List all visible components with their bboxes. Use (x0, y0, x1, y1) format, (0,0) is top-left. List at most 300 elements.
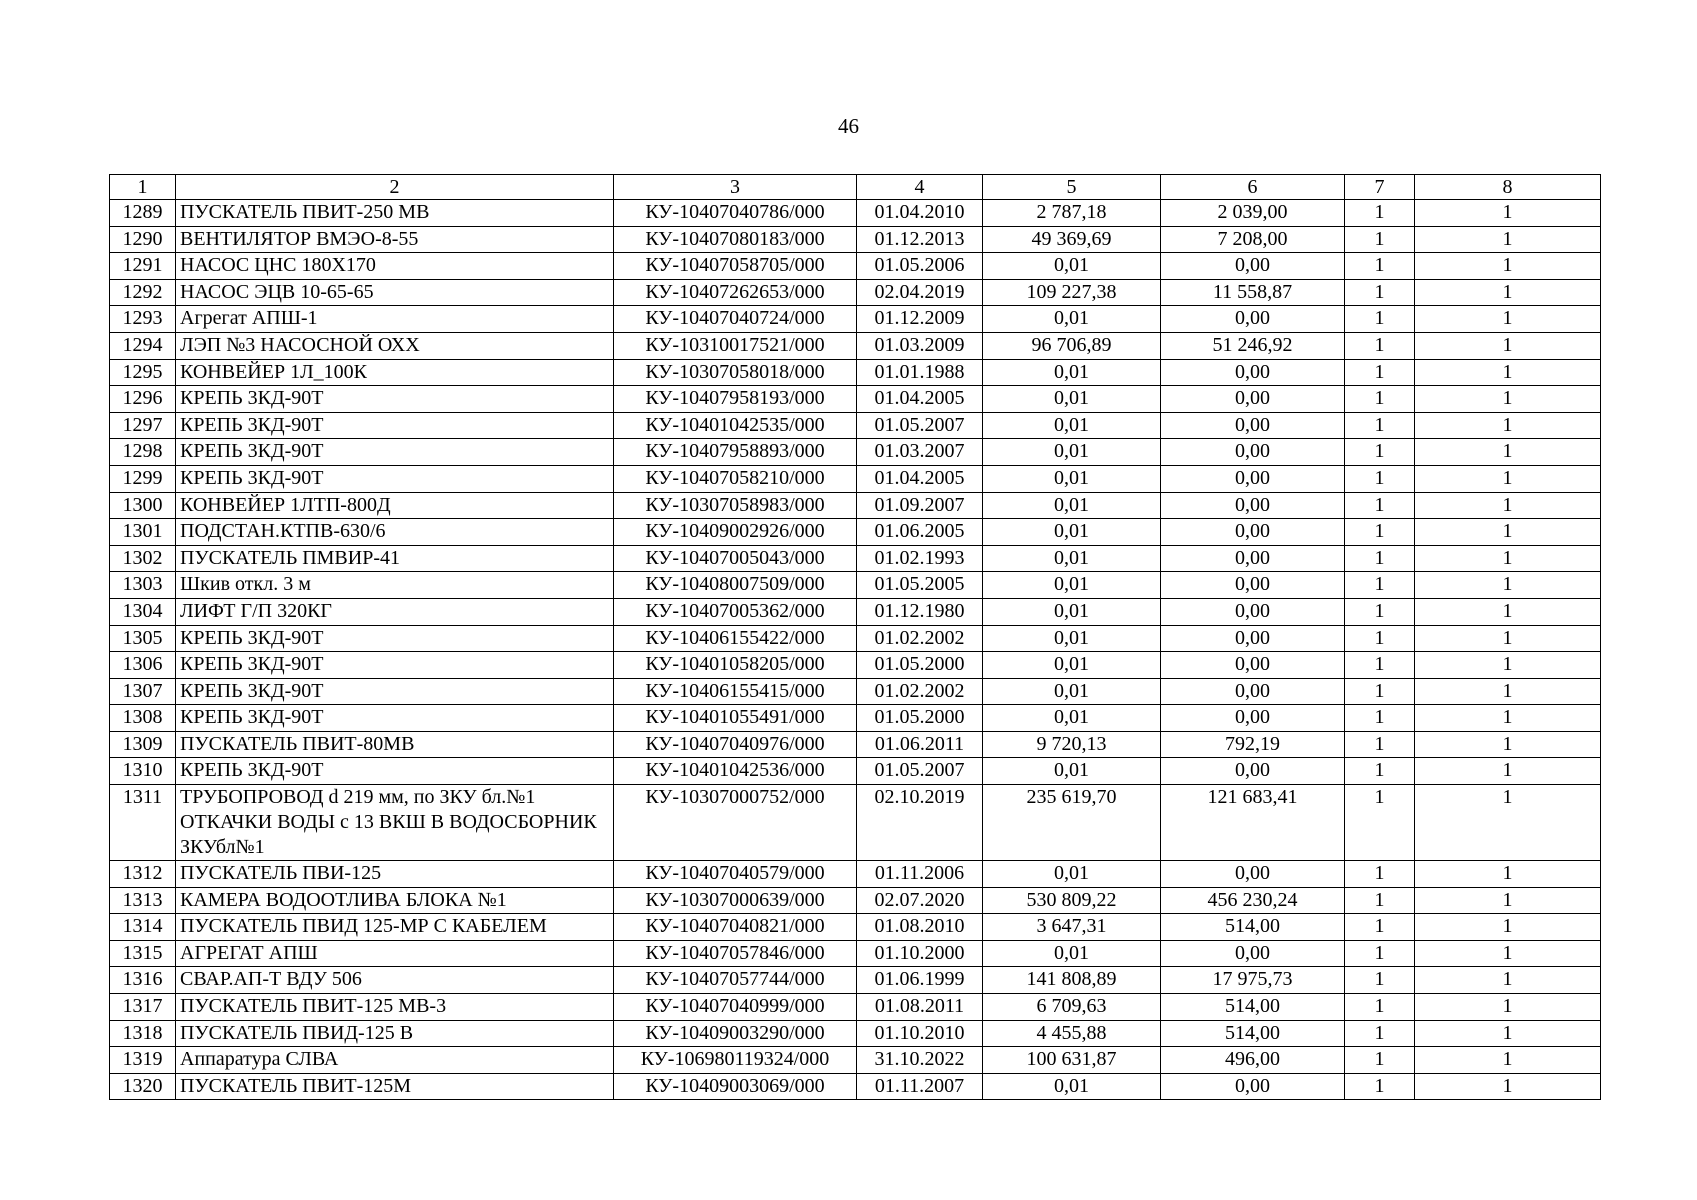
table-row (110, 994, 1601, 1021)
table-row (110, 940, 1601, 967)
cell-date: 02.10.2019 (857, 785, 983, 861)
cell-row-number: 1306 (110, 652, 176, 679)
table-row (110, 279, 1601, 306)
cell-item-name: ЛИФТ Г/П 320КГ (176, 598, 614, 625)
table-row (110, 758, 1601, 785)
column-header-1: 1 (110, 175, 176, 200)
cell-quantity-a: 1 (1345, 678, 1415, 705)
cell-residual-value: 11 558,87 (1161, 279, 1345, 306)
cell-date: 01.11.2006 (857, 861, 983, 888)
cell-initial-value: 0,01 (983, 572, 1161, 599)
cell-inventory-code: КУ-10409002926/000 (614, 519, 857, 546)
cell-inventory-code: КУ-10310017521/000 (614, 332, 857, 359)
cell-date: 01.08.2010 (857, 914, 983, 941)
cell-inventory-code: КУ-10407040579/000 (614, 861, 857, 888)
cell-row-number: 1301 (110, 519, 176, 546)
cell-inventory-code: КУ-10407262653/000 (614, 279, 857, 306)
cell-initial-value: 0,01 (983, 705, 1161, 732)
cell-inventory-code: КУ-10406155422/000 (614, 625, 857, 652)
cell-quantity-a: 1 (1345, 226, 1415, 253)
cell-date: 02.07.2020 (857, 887, 983, 914)
cell-residual-value: 0,00 (1161, 306, 1345, 333)
cell-residual-value: 0,00 (1161, 598, 1345, 625)
cell-quantity-a: 1 (1345, 439, 1415, 466)
cell-residual-value: 2 039,00 (1161, 200, 1345, 227)
cell-quantity-b: 1 (1415, 705, 1601, 732)
table-row (110, 253, 1601, 280)
cell-quantity-b: 1 (1415, 492, 1601, 519)
cell-quantity-a: 1 (1345, 967, 1415, 994)
table-row (110, 572, 1601, 599)
table-row (110, 625, 1601, 652)
cell-quantity-b: 1 (1415, 279, 1601, 306)
cell-initial-value: 2 787,18 (983, 200, 1161, 227)
table-row (110, 785, 1601, 861)
table-body (110, 200, 1601, 1100)
cell-residual-value: 17 975,73 (1161, 967, 1345, 994)
cell-row-number: 1299 (110, 465, 176, 492)
cell-residual-value: 0,00 (1161, 412, 1345, 439)
cell-item-name: ПУСКАТЕЛЬ ПВИД-125 В (176, 1020, 614, 1047)
cell-initial-value: 235 619,70 (983, 785, 1161, 861)
cell-row-number: 1303 (110, 572, 176, 599)
cell-date: 01.04.2005 (857, 386, 983, 413)
cell-residual-value: 0,00 (1161, 359, 1345, 386)
cell-date: 01.10.2010 (857, 1020, 983, 1047)
cell-initial-value: 49 369,69 (983, 226, 1161, 253)
cell-initial-value: 0,01 (983, 678, 1161, 705)
cell-residual-value: 514,00 (1161, 994, 1345, 1021)
page-number: 46 (838, 114, 859, 138)
cell-date: 01.03.2009 (857, 332, 983, 359)
cell-residual-value: 514,00 (1161, 1020, 1345, 1047)
cell-date: 01.08.2011 (857, 994, 983, 1021)
cell-row-number: 1310 (110, 758, 176, 785)
table-row (110, 967, 1601, 994)
cell-inventory-code: КУ-10401042535/000 (614, 412, 857, 439)
cell-initial-value: 0,01 (983, 598, 1161, 625)
cell-item-name: КРЕПЬ 3КД-90Т (176, 465, 614, 492)
cell-quantity-a: 1 (1345, 785, 1415, 861)
cell-quantity-a: 1 (1345, 200, 1415, 227)
cell-row-number: 1297 (110, 412, 176, 439)
cell-row-number: 1289 (110, 200, 176, 227)
cell-quantity-b: 1 (1415, 572, 1601, 599)
cell-quantity-b: 1 (1415, 545, 1601, 572)
cell-row-number: 1305 (110, 625, 176, 652)
cell-residual-value: 0,00 (1161, 940, 1345, 967)
cell-residual-value: 7 208,00 (1161, 226, 1345, 253)
cell-inventory-code: КУ-10307000639/000 (614, 887, 857, 914)
cell-inventory-code: КУ-10406155415/000 (614, 678, 857, 705)
cell-quantity-a: 1 (1345, 279, 1415, 306)
cell-item-name: КОНВЕЙЕР 1ЛТП-800Д (176, 492, 614, 519)
cell-inventory-code: КУ-10409003290/000 (614, 1020, 857, 1047)
cell-item-name: ПОДСТАН.КТПВ-630/6 (176, 519, 614, 546)
cell-item-name: КРЕПЬ 3КД-90Т (176, 678, 614, 705)
cell-item-name: НАСОС ЦНС 180Х170 (176, 253, 614, 280)
cell-quantity-b: 1 (1415, 731, 1601, 758)
cell-quantity-b: 1 (1415, 785, 1601, 861)
table-row (110, 226, 1601, 253)
table-row (110, 519, 1601, 546)
cell-row-number: 1304 (110, 598, 176, 625)
cell-inventory-code: КУ-10409003069/000 (614, 1073, 857, 1100)
cell-item-name: ПУСКАТЕЛЬ ПВИТ-250 МВ (176, 200, 614, 227)
cell-row-number: 1313 (110, 887, 176, 914)
cell-item-name: ПУСКАТЕЛЬ ПВИ-125 (176, 861, 614, 888)
cell-inventory-code: КУ-10401058205/000 (614, 652, 857, 679)
cell-quantity-b: 1 (1415, 253, 1601, 280)
cell-initial-value: 100 631,87 (983, 1047, 1161, 1074)
cell-row-number: 1314 (110, 914, 176, 941)
cell-quantity-b: 1 (1415, 914, 1601, 941)
cell-quantity-b: 1 (1415, 226, 1601, 253)
table-row (110, 731, 1601, 758)
cell-initial-value: 96 706,89 (983, 332, 1161, 359)
cell-quantity-b: 1 (1415, 967, 1601, 994)
cell-date: 01.05.2007 (857, 758, 983, 785)
cell-quantity-b: 1 (1415, 887, 1601, 914)
cell-quantity-a: 1 (1345, 465, 1415, 492)
cell-initial-value: 530 809,22 (983, 887, 1161, 914)
cell-residual-value: 456 230,24 (1161, 887, 1345, 914)
cell-residual-value: 0,00 (1161, 625, 1345, 652)
cell-date: 01.06.2005 (857, 519, 983, 546)
header-row (110, 175, 1601, 200)
table-row (110, 359, 1601, 386)
table-row (110, 652, 1601, 679)
cell-inventory-code: КУ-10407040999/000 (614, 994, 857, 1021)
cell-initial-value: 0,01 (983, 625, 1161, 652)
cell-quantity-a: 1 (1345, 332, 1415, 359)
cell-residual-value: 0,00 (1161, 439, 1345, 466)
column-header-6: 6 (1161, 175, 1345, 200)
cell-date: 01.04.2010 (857, 200, 983, 227)
cell-item-name: НАСОС ЭЦВ 10-65-65 (176, 279, 614, 306)
cell-residual-value: 0,00 (1161, 861, 1345, 888)
cell-quantity-b: 1 (1415, 359, 1601, 386)
cell-residual-value: 0,00 (1161, 465, 1345, 492)
cell-initial-value: 0,01 (983, 758, 1161, 785)
cell-item-name: ПУСКАТЕЛЬ ПВИТ-125М (176, 1073, 614, 1100)
cell-residual-value: 792,19 (1161, 731, 1345, 758)
cell-date: 01.12.2009 (857, 306, 983, 333)
cell-initial-value: 0,01 (983, 861, 1161, 888)
cell-inventory-code: КУ-10407058705/000 (614, 253, 857, 280)
cell-initial-value: 0,01 (983, 465, 1161, 492)
cell-item-name: КРЕПЬ 3КД-90Т (176, 652, 614, 679)
table-row (110, 465, 1601, 492)
cell-quantity-b: 1 (1415, 861, 1601, 888)
cell-quantity-b: 1 (1415, 412, 1601, 439)
cell-quantity-a: 1 (1345, 1020, 1415, 1047)
cell-quantity-b: 1 (1415, 758, 1601, 785)
cell-quantity-b: 1 (1415, 332, 1601, 359)
table-row (110, 914, 1601, 941)
cell-initial-value: 0,01 (983, 386, 1161, 413)
cell-quantity-a: 1 (1345, 652, 1415, 679)
cell-inventory-code: КУ-10407057744/000 (614, 967, 857, 994)
cell-initial-value: 3 647,31 (983, 914, 1161, 941)
cell-initial-value: 0,01 (983, 253, 1161, 280)
cell-date: 01.05.2000 (857, 652, 983, 679)
table-row (110, 1020, 1601, 1047)
cell-item-name: ПУСКАТЕЛЬ ПВИД 125-МР С КАБЕЛЕМ (176, 914, 614, 941)
cell-residual-value: 0,00 (1161, 253, 1345, 280)
cell-date: 01.10.2000 (857, 940, 983, 967)
column-header-4: 4 (857, 175, 983, 200)
cell-row-number: 1312 (110, 861, 176, 888)
cell-quantity-a: 1 (1345, 861, 1415, 888)
cell-item-name: ПУСКАТЕЛЬ ПВИТ-80МВ (176, 731, 614, 758)
cell-initial-value: 0,01 (983, 652, 1161, 679)
table-row (110, 598, 1601, 625)
cell-item-name: ПУСКАТЕЛЬ ПВИТ-125 МВ-3 (176, 994, 614, 1021)
table-row (110, 545, 1601, 572)
cell-row-number: 1298 (110, 439, 176, 466)
cell-row-number: 1291 (110, 253, 176, 280)
cell-residual-value: 496,00 (1161, 1047, 1345, 1074)
cell-quantity-b: 1 (1415, 386, 1601, 413)
cell-quantity-a: 1 (1345, 731, 1415, 758)
cell-row-number: 1307 (110, 678, 176, 705)
cell-item-name: ЛЭП №3 НАСОСНОЙ ОХХ (176, 332, 614, 359)
cell-item-name: ПУСКАТЕЛЬ ПМВИР-41 (176, 545, 614, 572)
cell-date: 31.10.2022 (857, 1047, 983, 1074)
cell-date: 01.05.2000 (857, 705, 983, 732)
cell-date: 01.01.1988 (857, 359, 983, 386)
table-row (110, 492, 1601, 519)
cell-item-name: КРЕПЬ 3КД-90Т (176, 439, 614, 466)
cell-inventory-code: КУ-10407058210/000 (614, 465, 857, 492)
cell-date: 02.04.2019 (857, 279, 983, 306)
cell-initial-value: 0,01 (983, 359, 1161, 386)
cell-residual-value: 0,00 (1161, 572, 1345, 599)
cell-residual-value: 514,00 (1161, 914, 1345, 941)
table-row (110, 439, 1601, 466)
cell-quantity-b: 1 (1415, 678, 1601, 705)
cell-quantity-a: 1 (1345, 1073, 1415, 1100)
cell-quantity-b: 1 (1415, 306, 1601, 333)
cell-item-name: Агрегат АПШ-1 (176, 306, 614, 333)
table-row (110, 306, 1601, 333)
cell-quantity-b: 1 (1415, 439, 1601, 466)
cell-residual-value: 0,00 (1161, 758, 1345, 785)
cell-quantity-b: 1 (1415, 1047, 1601, 1074)
cell-quantity-a: 1 (1345, 625, 1415, 652)
table-row (110, 705, 1601, 732)
cell-date: 01.09.2007 (857, 492, 983, 519)
cell-initial-value: 0,01 (983, 940, 1161, 967)
cell-inventory-code: КУ-10307058018/000 (614, 359, 857, 386)
cell-item-name: КОНВЕЙЕР 1Л_100К (176, 359, 614, 386)
table-row (110, 678, 1601, 705)
cell-residual-value: 0,00 (1161, 705, 1345, 732)
cell-residual-value: 0,00 (1161, 492, 1345, 519)
cell-row-number: 1318 (110, 1020, 176, 1047)
cell-quantity-a: 1 (1345, 492, 1415, 519)
cell-quantity-a: 1 (1345, 306, 1415, 333)
cell-initial-value: 0,01 (983, 306, 1161, 333)
cell-date: 01.05.2006 (857, 253, 983, 280)
column-header-2: 2 (176, 175, 614, 200)
cell-date: 01.02.2002 (857, 678, 983, 705)
cell-date: 01.02.1993 (857, 545, 983, 572)
cell-item-name: КРЕПЬ 3КД-90Т (176, 758, 614, 785)
cell-item-name: КРЕПЬ 3КД-90Т (176, 412, 614, 439)
cell-quantity-a: 1 (1345, 914, 1415, 941)
table-row (110, 1073, 1601, 1100)
cell-initial-value: 4 455,88 (983, 1020, 1161, 1047)
cell-inventory-code: КУ-10307058983/000 (614, 492, 857, 519)
cell-inventory-code: КУ-10407958893/000 (614, 439, 857, 466)
cell-quantity-a: 1 (1345, 758, 1415, 785)
cell-row-number: 1292 (110, 279, 176, 306)
cell-quantity-b: 1 (1415, 652, 1601, 679)
cell-residual-value: 121 683,41 (1161, 785, 1345, 861)
cell-item-name: ТРУБОПРОВОД d 219 мм, по ЗКУ бл.№1 ОТКАЧКИ ВОДЫ с 13 ВКШ В ВОДОСБОРНИК ЗКУбл№1 (176, 785, 614, 861)
cell-row-number: 1320 (110, 1073, 176, 1100)
inventory-table (109, 174, 1601, 1100)
cell-quantity-a: 1 (1345, 253, 1415, 280)
cell-row-number: 1293 (110, 306, 176, 333)
table-row (110, 200, 1601, 227)
cell-item-name: Шкив откл. 3 м (176, 572, 614, 599)
cell-inventory-code: КУ-10307000752/000 (614, 785, 857, 861)
cell-item-name: СВАР.АП-Т ВДУ 506 (176, 967, 614, 994)
cell-row-number: 1309 (110, 731, 176, 758)
cell-initial-value: 0,01 (983, 545, 1161, 572)
cell-residual-value: 0,00 (1161, 519, 1345, 546)
cell-date: 01.05.2005 (857, 572, 983, 599)
cell-item-name: КАМЕРА ВОДООТЛИВА БЛОКА №1 (176, 887, 614, 914)
cell-row-number: 1294 (110, 332, 176, 359)
table-row (110, 386, 1601, 413)
cell-date: 01.12.2013 (857, 226, 983, 253)
table-row (110, 861, 1601, 888)
cell-item-name: КРЕПЬ 3КД-90Т (176, 386, 614, 413)
cell-row-number: 1308 (110, 705, 176, 732)
table-row (110, 887, 1601, 914)
cell-quantity-b: 1 (1415, 1020, 1601, 1047)
cell-quantity-b: 1 (1415, 200, 1601, 227)
cell-quantity-a: 1 (1345, 359, 1415, 386)
column-header-5: 5 (983, 175, 1161, 200)
cell-date: 01.06.1999 (857, 967, 983, 994)
cell-quantity-a: 1 (1345, 545, 1415, 572)
cell-quantity-b: 1 (1415, 519, 1601, 546)
cell-inventory-code: КУ-10407057846/000 (614, 940, 857, 967)
cell-date: 01.12.1980 (857, 598, 983, 625)
cell-quantity-b: 1 (1415, 465, 1601, 492)
cell-initial-value: 0,01 (983, 439, 1161, 466)
cell-residual-value: 51 246,92 (1161, 332, 1345, 359)
cell-row-number: 1290 (110, 226, 176, 253)
cell-initial-value: 109 227,38 (983, 279, 1161, 306)
cell-initial-value: 0,01 (983, 412, 1161, 439)
cell-row-number: 1315 (110, 940, 176, 967)
cell-initial-value: 141 808,89 (983, 967, 1161, 994)
cell-inventory-code: КУ-10407040821/000 (614, 914, 857, 941)
table-row (110, 1047, 1601, 1074)
cell-row-number: 1300 (110, 492, 176, 519)
table-row (110, 332, 1601, 359)
cell-item-name: КРЕПЬ 3КД-90Т (176, 705, 614, 732)
cell-inventory-code: КУ-10407005362/000 (614, 598, 857, 625)
column-header-3: 3 (614, 175, 857, 200)
cell-row-number: 1296 (110, 386, 176, 413)
cell-quantity-a: 1 (1345, 940, 1415, 967)
cell-inventory-code: КУ-10401055491/000 (614, 705, 857, 732)
cell-row-number: 1302 (110, 545, 176, 572)
cell-initial-value: 0,01 (983, 492, 1161, 519)
cell-row-number: 1319 (110, 1047, 176, 1074)
cell-row-number: 1317 (110, 994, 176, 1021)
cell-date: 01.04.2005 (857, 465, 983, 492)
cell-item-name: ВЕНТИЛЯТОР ВМЭО-8-55 (176, 226, 614, 253)
cell-residual-value: 0,00 (1161, 386, 1345, 413)
cell-row-number: 1311 (110, 785, 176, 861)
cell-item-name: АГРЕГАТ АПШ (176, 940, 614, 967)
cell-item-name: КРЕПЬ 3КД-90Т (176, 625, 614, 652)
column-header-8: 8 (1415, 175, 1601, 200)
cell-quantity-b: 1 (1415, 1073, 1601, 1100)
cell-date: 01.06.2011 (857, 731, 983, 758)
cell-initial-value: 0,01 (983, 1073, 1161, 1100)
cell-quantity-a: 1 (1345, 598, 1415, 625)
cell-inventory-code: КУ-10407005043/000 (614, 545, 857, 572)
cell-quantity-a: 1 (1345, 412, 1415, 439)
table-row (110, 412, 1601, 439)
cell-inventory-code: КУ-106980119324/000 (614, 1047, 857, 1074)
cell-date: 01.05.2007 (857, 412, 983, 439)
cell-inventory-code: КУ-10407040786/000 (614, 200, 857, 227)
cell-quantity-b: 1 (1415, 940, 1601, 967)
cell-residual-value: 0,00 (1161, 678, 1345, 705)
cell-inventory-code: КУ-10401042536/000 (614, 758, 857, 785)
cell-date: 01.11.2007 (857, 1073, 983, 1100)
cell-quantity-a: 1 (1345, 386, 1415, 413)
cell-date: 01.02.2002 (857, 625, 983, 652)
cell-quantity-a: 1 (1345, 519, 1415, 546)
cell-inventory-code: КУ-10407040976/000 (614, 731, 857, 758)
cell-date: 01.03.2007 (857, 439, 983, 466)
cell-row-number: 1316 (110, 967, 176, 994)
cell-quantity-a: 1 (1345, 887, 1415, 914)
cell-residual-value: 0,00 (1161, 545, 1345, 572)
cell-quantity-a: 1 (1345, 1047, 1415, 1074)
cell-inventory-code: КУ-10408007509/000 (614, 572, 857, 599)
column-header-7: 7 (1345, 175, 1415, 200)
cell-quantity-a: 1 (1345, 572, 1415, 599)
cell-row-number: 1295 (110, 359, 176, 386)
cell-initial-value: 6 709,63 (983, 994, 1161, 1021)
cell-initial-value: 0,01 (983, 519, 1161, 546)
cell-residual-value: 0,00 (1161, 1073, 1345, 1100)
cell-quantity-a: 1 (1345, 705, 1415, 732)
cell-quantity-b: 1 (1415, 598, 1601, 625)
cell-inventory-code: КУ-10407080183/000 (614, 226, 857, 253)
cell-item-name: Аппаратура СЛВА (176, 1047, 614, 1074)
cell-quantity-a: 1 (1345, 994, 1415, 1021)
cell-quantity-b: 1 (1415, 994, 1601, 1021)
cell-inventory-code: КУ-10407040724/000 (614, 306, 857, 333)
cell-quantity-b: 1 (1415, 625, 1601, 652)
cell-inventory-code: КУ-10407958193/000 (614, 386, 857, 413)
cell-initial-value: 9 720,13 (983, 731, 1161, 758)
cell-residual-value: 0,00 (1161, 652, 1345, 679)
